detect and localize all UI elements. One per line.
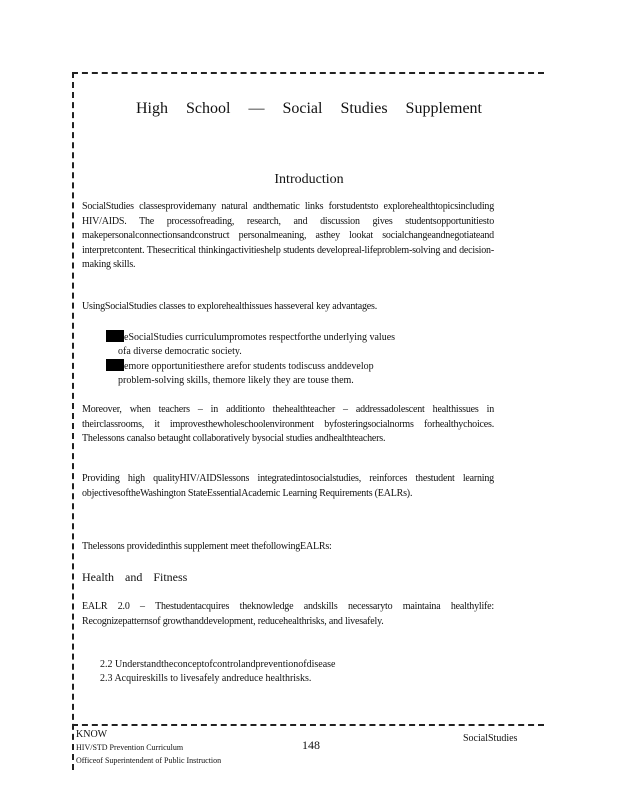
bullet-marker bbox=[106, 330, 124, 342]
bullet-item bbox=[106, 330, 476, 359]
bullet-text: emore opportunitiesthere arefor students todiscuss anddevelop bbox=[124, 361, 374, 372]
page-border-top bbox=[72, 72, 544, 74]
document-title: High School — Social Studies Supplement bbox=[136, 100, 482, 117]
ealr-paragraph: EALR 2.0 – Thestudentacquires theknowledge andskills necessaryto maintaina healthylife: Recognizepatternsof growthanddevelopment, reducehealthrisks, and livesafely. bbox=[82, 601, 494, 627]
footer-right: SocialStudies bbox=[463, 733, 518, 744]
bullet-marker bbox=[106, 359, 124, 371]
advantages-paragraph: UsingSocialStudies classes to explorehealthissues hasseveral key advantages. bbox=[82, 301, 378, 312]
moreover-paragraph: Moreover, when teachers – in additionto thehealthteacher – addressadolescent healthissues in theirclassrooms, it improvesthewholeschoolenvironment byfosteringsocialnorms forhealthychoices. Thelessons canalso betaught collaboratively bysocial studies andhealthteachers. bbox=[82, 404, 494, 444]
bullet-text-continued: problem-solving skills, themore likely they are touse them. bbox=[118, 375, 354, 386]
section-heading: Introduction bbox=[274, 172, 344, 187]
bullet-item bbox=[106, 359, 476, 388]
list-item: 2.3 Acquireskills to livesafely andreduce healthrisks. bbox=[100, 673, 312, 684]
subsection-heading: Health and Fitness bbox=[82, 570, 188, 584]
footer-border bbox=[72, 724, 544, 726]
ealr-intro-paragraph: Providing high qualityHIV/AIDSlessons integratedintosocialstudies, reinforces thestudent learning objectivesoftheWashington StateEssentialAcademic Learning Requirements (EALRs). bbox=[82, 473, 494, 499]
footer-curriculum: HIV/STD Prevention Curriculum bbox=[76, 743, 184, 752]
ealr-list bbox=[100, 658, 480, 686]
lessons-paragraph: Thelessons providedinthis supplement meet thefollowingEALRs: bbox=[82, 541, 332, 552]
intro-paragraph: SocialStudies classesprovidemany natural andthematic links forstudentsto explorehealthtopicsincluding HIV/AIDS. The processofreading, research, and discussion gives studentsopportunitiesto makepersonalconnectionsandconstruct personalmeaning, asthey lookat socialchangeandnegotiateand interpretcontent. Thesecritical thinkingactivitieshelp students developreal-lifeproblem-solving and decision-making skills. bbox=[82, 201, 494, 270]
footer-office: Officeof Superintendent of Public Instruction bbox=[76, 756, 222, 765]
page-number: 148 bbox=[302, 738, 320, 752]
footer-left bbox=[76, 728, 221, 767]
footer-know: KNOW bbox=[76, 729, 108, 740]
bullet-text: eSocialStudies curriculumpromotes respectforthe underlying values bbox=[124, 332, 396, 343]
bullet-text-continued: ofa diverse democratic society. bbox=[118, 346, 242, 357]
list-item: 2.2 Understandtheconceptofcontrolandpreventionofdisease bbox=[100, 659, 336, 670]
